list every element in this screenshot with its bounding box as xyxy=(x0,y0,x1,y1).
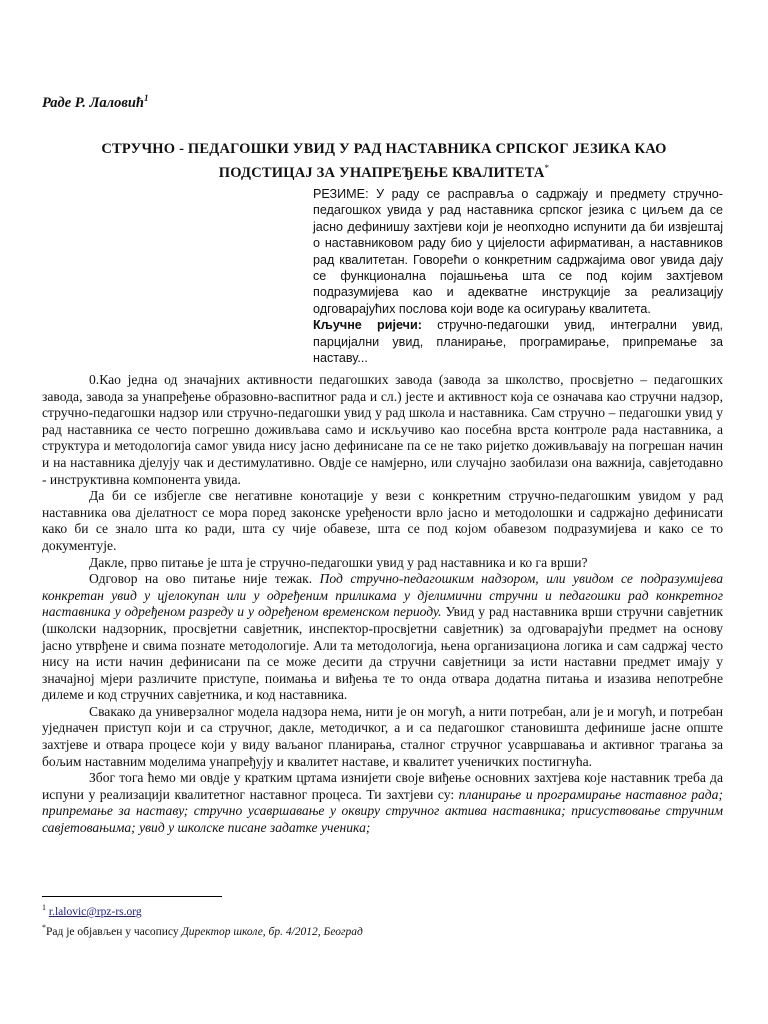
keywords-label: Кључне ријечи: xyxy=(313,318,422,333)
title-footnote-mark: * xyxy=(544,163,550,173)
footnote-2-text: Рад је објављен у часопису xyxy=(46,925,182,938)
title-line-2 xyxy=(60,159,708,183)
abstract-keywords xyxy=(313,317,723,366)
paragraph-4 xyxy=(42,571,723,704)
author-email-link[interactable]: r.lalovic@rpz-rs.org xyxy=(48,905,142,918)
abstract-summary: РЕЗИМЕ: У раду се расправља о садржају и предмету стручно-педагошкох увида у рад наставника српског језика с циљем да се јасно дефинишу захтјеви који је неопходно испунити да би извјештај о наставниковом раду био у цијелости афирмативан, а наставников рад квалитетан. Говорећи о конкретним садржајима овог увида дају се функционална појашњења шта се под којим захтјевом подразумијева као и адекватне инструкције за реализацију одговарајућих послова који воде ка осигурању квалитета. xyxy=(313,187,723,316)
paragraph-2: Да би се избјегле све негативне конотације у вези с конкретним стручно-педагошким увидом у рад наставника ова дјелатност се мора поред законске уређености врло јасно и методолошки и садржајно дефинисати како би се знало шта ко ради, шта су чије обавезе, шта се под којом обавезом подразумијева и како се то документује. xyxy=(42,488,723,553)
footnote-1-mark: 1 xyxy=(42,903,46,912)
footnote-2-source: Директор школе, бр. 4/2012, Београд xyxy=(181,925,363,938)
paragraph-6 xyxy=(42,770,723,836)
abstract xyxy=(313,186,723,366)
footnotes xyxy=(42,900,363,940)
article-title xyxy=(60,140,708,183)
keywords-list: стручно-педагошки увид, интегрални увид, парцијални увид, планирање, програмирање, припремање за наставу... xyxy=(313,318,724,366)
footnote-divider xyxy=(42,896,222,897)
paragraph-3: Дакле, прво питање је шта је стручно-педагошки увид у рад наставника и ко га врши? xyxy=(89,554,588,570)
paragraph-6-requirements: планирање и програмирање наставног рада; припремање за наставу; стручно усавршавање у оквиру стручног актива наставника; присуствовање стручним савјетовањима; увид у школске писане задатке ученика; xyxy=(42,786,723,836)
footnote-2 xyxy=(42,920,363,940)
author-name-text: Раде Р. Лаловић xyxy=(42,94,144,111)
article-body xyxy=(42,372,723,837)
paragraph-4-lead: Одговор на ово питање није тежак. xyxy=(89,571,320,587)
paragraph-5: Свакако да универзалног модела надзора нема, нити је он могућ, а нити потребан, али је и могућ, и потребан уједначен приступ који и са стручног, дакле, методичког, а и са педагошког становишта дефинише јасне опште захтјеве и отвара процесе који у виду ваљаног планирања, сталног стручног усавршавања и активног трагања за бољим наставним моделима унапређују и квалитет наставе, и квалитет ученичких постигнућа. xyxy=(42,703,723,769)
title-line-1: СТРУЧНО - ПЕДАГОШКИ УВИД У РАД НАСТАВНИКА СРПСКОГ ЈЕЗИКА КАО xyxy=(101,141,667,157)
title-line-2-text: ПОДСТИЦАЈ ЗА УНАПРЕЂЕЊЕ КВАЛИТЕТА xyxy=(218,164,545,181)
paragraph-4-rest: Увид у рад наставника врши стручни савјетник (школски надзорник, просвјетни савјетник, инспектор-просвјетни савјетник) за одговарајући предмет на основу јасно утврђене и свима познате методологије. Али та методологија, њена организациона логика и сам садржај често нису на исти начин дефинисани па се може десити да стручни савјетници за исти наставни предмет имају у значајној мјери различите приступе, поимања и виђења те то онда отвара додатна питања и изазива непотребне дилеме и код стручних савјетника, и код наставника. xyxy=(42,604,723,703)
footnote-1 xyxy=(42,900,363,920)
paragraph-6-lead: Због тога ћемо ми овдје у кратким цртама изнијети своје виђење основних захтјева које наставник треба да испуни у реализацији квалитетног наставног процеса. Ти захтјеви су: xyxy=(42,770,723,802)
author-name xyxy=(42,93,148,112)
footnote-2-mark: * xyxy=(42,922,46,932)
paragraph-4-definition: Под стручно-педагошким надзором, или увидом се подразумијева конкретан увид у цјелокупан или у одређеним приликама у дјелимични стручни и педагошки рад конкретног наставника у одређеном разреду и у одређеном временском периоду. xyxy=(42,571,723,620)
paragraph-1: 0.Као једна од значајних активности педагошких завода (завода за школство, просвјетно – педагошких завода, завода за унапређење образовно-васпитног рада и сл.) јесте и активност која се означава као стручни надзор, стручно-педагошки надзор или стручно-педагошки увид у рад школа и наставника. Сам стручно – педагошки увид у рад наставника се често погрешно доживљава само и искључиво као посебна врста контроле рада наставника, а структура и методологија самог увида нису јасно дефинисане па се не тако ријетко доживљавају на погрешан начин и на наставника дјелују чак и дестимулативно. Овдје се намјерно, или случајно заобилази она важнија, савјетодавно - инструктивна компонента увида. xyxy=(42,372,723,487)
author-footnote-mark: 1 xyxy=(143,93,149,103)
